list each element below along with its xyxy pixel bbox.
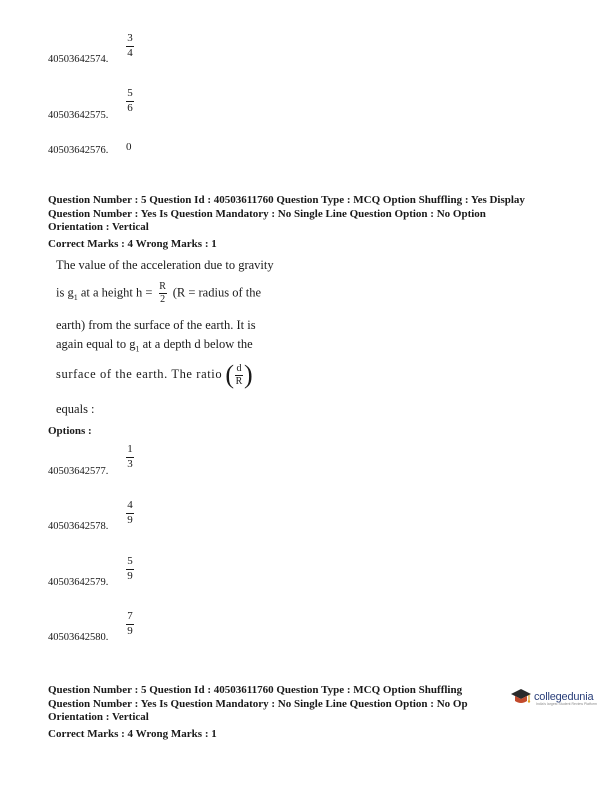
option-value: 0	[126, 141, 132, 153]
option-fraction	[126, 556, 134, 582]
question-text-line: earth) from the surface of the earth. It is	[56, 318, 256, 332]
fraction-denominator: 9	[127, 625, 133, 637]
text-fragment: at a height h =	[77, 285, 156, 300]
ratio-fraction	[235, 364, 243, 387]
question-text-line	[56, 282, 261, 305]
fraction-numerator: 5	[127, 87, 133, 99]
graduation-cap-icon	[510, 688, 532, 706]
fraction-denominator: 4	[127, 47, 133, 59]
question-meta-line: Orientation : Vertical	[48, 711, 149, 723]
question-meta-line: Question Number : 5 Question Id : 40503611760 Question Type : MCQ Option Shuffling : Yes Display	[48, 194, 525, 206]
question-text-line: equals :	[56, 402, 95, 416]
logo-brand: collegedunia	[534, 691, 594, 703]
fraction-denominator: R	[235, 375, 243, 387]
subscript: 1	[73, 292, 78, 302]
text-fragment: (R = radius of the	[169, 285, 261, 300]
fraction-denominator: 2	[160, 294, 166, 305]
fraction-denominator: 9	[127, 514, 133, 526]
option-id: 40503642574.	[48, 54, 109, 65]
question-marks: Correct Marks : 4 Wrong Marks : 1	[48, 237, 217, 250]
option-id: 40503642580.	[48, 632, 109, 643]
logo-tagline: India's largest Student Review Platform	[536, 702, 597, 706]
text-fragment: again equal to g	[56, 337, 136, 351]
question-meta-line: Orientation : Vertical	[48, 221, 149, 233]
option-id: 40503642577.	[48, 466, 109, 477]
option-id: 40503642576.	[48, 145, 109, 156]
fraction-denominator: 3	[127, 458, 133, 470]
height-fraction	[159, 282, 167, 305]
question-meta-line: Question Number : 5 Question Id : 40503611760 Question Type : MCQ Option Shuffling	[48, 684, 463, 696]
subscript: 1	[135, 344, 140, 354]
question-text-line	[56, 337, 253, 354]
option-id: 40503642579.	[48, 577, 109, 588]
fraction-numerator: 4	[127, 499, 133, 511]
question-meta	[48, 194, 525, 251]
question-text-line: The value of the acceleration due to gravity	[56, 258, 274, 272]
fraction-denominator: 9	[127, 570, 133, 582]
fraction-numerator: 3	[127, 32, 133, 44]
option-fraction	[126, 444, 134, 470]
option-id: 40503642578.	[48, 521, 109, 532]
fraction-numerator: R	[159, 281, 166, 292]
question-meta-line: Question Number : Yes Is Question Mandatory : No Single Line Question Option : No Op	[48, 697, 468, 710]
option-fraction	[126, 500, 134, 526]
ratio-expression: ( $\frac{d}{R}$ )	[225, 360, 253, 389]
option-fraction	[126, 33, 134, 59]
next-question-meta	[48, 684, 468, 741]
text-fragment: at a depth d below the	[139, 337, 253, 351]
question-meta-line: Question Number : Yes Is Question Mandatory : No Single Line Question Option : No Option	[48, 207, 486, 220]
option-id: 40503642575.	[48, 110, 109, 121]
question-marks: Correct Marks : 4 Wrong Marks : 1	[48, 727, 217, 740]
text-fragment: surface of the earth. The ratio	[56, 366, 223, 381]
option-fraction	[126, 88, 134, 114]
fraction-numerator: 7	[127, 610, 133, 622]
options-label: Options :	[48, 425, 92, 437]
question-text-line	[56, 362, 253, 388]
fraction-numerator: 1	[127, 443, 133, 455]
fraction-numerator: 5	[127, 555, 133, 567]
fraction-denominator: 6	[127, 102, 133, 114]
text-fragment: is g	[56, 285, 74, 300]
fraction-numerator: d	[236, 362, 242, 374]
option-fraction	[126, 611, 134, 637]
